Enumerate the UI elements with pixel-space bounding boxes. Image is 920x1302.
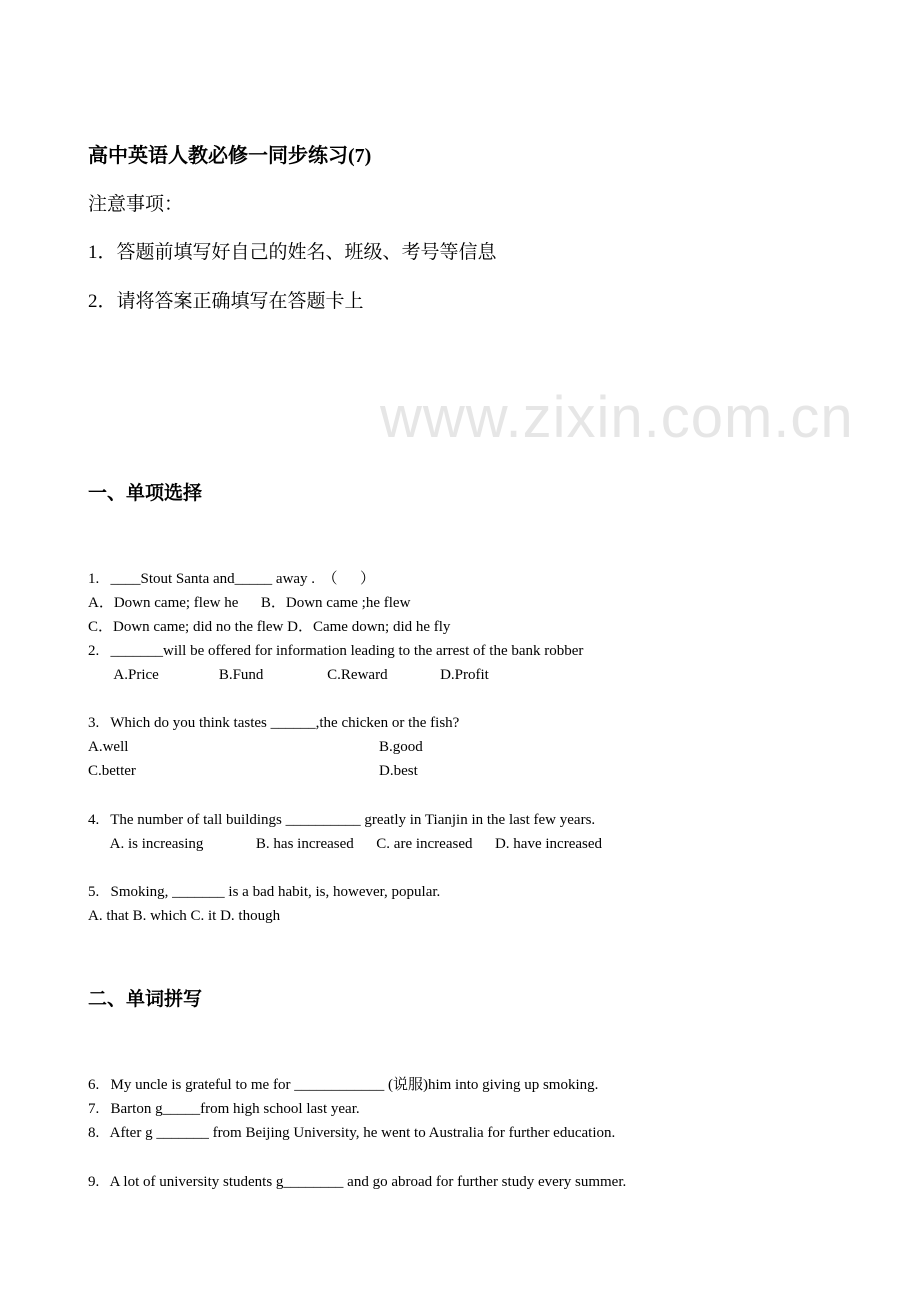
notice-item: 1．答题前填写好自己的姓名、班级、考号等信息 [88, 242, 497, 263]
notice-heading: 注意事项： [88, 194, 184, 215]
question-line: A. is increasing B. has increased C. are increased D. have increased [88, 836, 603, 852]
question-line: 7. Barton g_____from high school last year. [88, 1101, 360, 1117]
question-line: 5. Smoking, _______ is a bad habit, is, however, popular. [88, 884, 441, 900]
option: B.good [379, 739, 423, 755]
question-line: 9. A lot of university students g________ and go abroad for further study every summer. [88, 1174, 627, 1190]
question-line: 6. My uncle is grateful to me for ____________ (说服)him into giving up smoking. [88, 1077, 599, 1093]
section-heading: 二、单词拼写 [88, 989, 203, 1010]
notice-item: 2．请将答案正确填写在答题卡上 [88, 291, 364, 312]
question-line: 2. _______will be offered for information leading to the arrest of the bank robber [88, 643, 584, 659]
option: C.better [88, 763, 136, 779]
option: A.well [88, 739, 129, 755]
option: D.best [379, 763, 418, 779]
question-line: C．Down came; did no the flew D．Came down; did he fly [88, 619, 451, 635]
question-line: A.Price B.Fund C.Reward D.Profit [88, 667, 489, 683]
section-heading: 一、单项选择 [88, 483, 203, 504]
watermark: www.zixin.com.cn [380, 385, 854, 450]
question-line: 1. ____Stout Santa and_____ away . （ ） [88, 571, 376, 587]
question-line: 3. Which do you think tastes ______,the chicken or the fish? [88, 715, 460, 731]
question-line: 4. The number of tall buildings __________ greatly in Tianjin in the last few years. [88, 812, 596, 828]
question-line: A. that B. which C. it D. though [88, 908, 281, 924]
question-line: A．Down came; flew he B．Down came ;he flew [88, 595, 411, 611]
question-line: 8. After g _______ from Beijing University, he went to Australia for further education. [88, 1125, 616, 1141]
page-title: 高中英语人教必修一同步练习(7) [88, 145, 372, 167]
